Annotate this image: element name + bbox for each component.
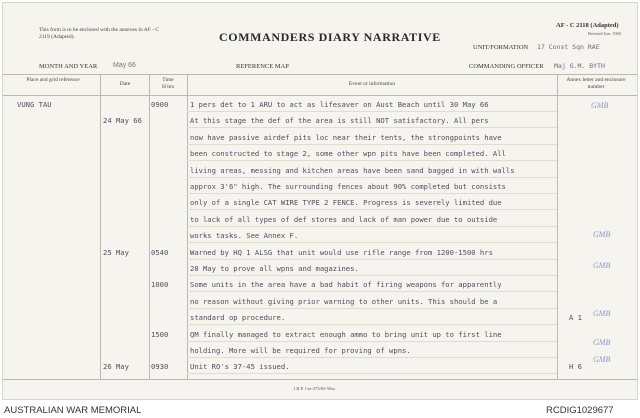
initials-signature: GMB <box>593 309 611 318</box>
row-rule <box>187 209 557 210</box>
entry-text: 1 pers det to 1 ARU to act as lifesaver on Aust Beach until 30 May 66 <box>190 100 489 109</box>
entry-place: VUNG TAU <box>17 100 52 109</box>
row-rule <box>187 357 557 358</box>
row-rule <box>187 373 557 374</box>
row-rule <box>187 193 557 194</box>
row-rule <box>187 177 557 178</box>
column-header-time: Time H hrs <box>161 77 175 90</box>
initials-signature: GMB <box>593 230 611 239</box>
entry-text: to lack of all types of def stores and lack of man power due to outside <box>190 214 498 224</box>
initials-signature: GMB <box>593 261 611 270</box>
entry-text: living areas, messing and kitchen areas have been sand bagged in with walls <box>190 165 515 175</box>
form-number: AF - C 2118 (Adapted) <box>556 22 619 29</box>
entry-time: 0900 <box>151 100 169 109</box>
column-divider <box>149 74 150 379</box>
column-divider <box>557 74 558 379</box>
row-rule <box>187 275 557 276</box>
row-rule <box>187 259 557 260</box>
entry-text: holding. More will be required for proving of wpns. <box>190 346 411 355</box>
column-header-place: Place and grid reference <box>26 77 80 83</box>
month-year-value: May 66 <box>113 62 136 69</box>
entry-text: approx 3'6" high. The surrounding fences about 90% completed but consists <box>190 182 506 191</box>
entry-text: 28 May to prove all wpns and magazines. <box>190 264 359 273</box>
form-note: This form is to be enclosed with the annexes in AF - C 2119 (Adapted). <box>39 27 160 40</box>
entry-annex: H 6 <box>569 362 582 372</box>
column-header-date: Date <box>119 81 131 87</box>
column-divider <box>100 74 101 379</box>
table-bottom-rule <box>3 379 637 380</box>
print-footer: 1 R.P. Cor-275/65-50m <box>293 386 335 391</box>
row-rule <box>187 291 557 292</box>
entry-date: 26 May <box>103 362 129 372</box>
entry-text: standard op procedure. <box>190 313 286 323</box>
entry-annex: A 1 <box>569 313 582 323</box>
entry-text: been constructed to stage 2, some other wpn pits have been completed. All <box>190 149 506 159</box>
row-rule <box>187 226 557 227</box>
entry-time: 0930 <box>151 362 169 372</box>
entry-text: only of a single CAT WIRE TYPE 2 FENCE. Progress is severely limited due <box>190 198 502 208</box>
row-rule <box>187 160 557 161</box>
row-rule <box>187 341 557 342</box>
entry-time: 1000 <box>151 280 169 290</box>
entry-time: 1500 <box>151 329 169 339</box>
entry-date: 25 May <box>103 247 129 257</box>
month-year-label: MONTH AND YEAR <box>39 63 98 70</box>
unit-label: UNIT/FORMATION <box>473 44 529 51</box>
entry-text: QM finally managed to extract enough ammo to bring unit up to first line <box>190 329 502 339</box>
entry-text: At this stage the def of the area is still NOT satisfactory. All pers <box>190 116 489 126</box>
commanding-officer-value: Maj G.M. BYTH <box>554 62 605 70</box>
row-rule <box>187 111 557 112</box>
column-header-annex: Annex letter and enclosure number <box>566 77 626 90</box>
initials-signature: GMB <box>593 355 611 364</box>
entry-time: 0540 <box>151 247 169 257</box>
entry-text: Some units in the area have a bad habit of firing weapons for apparently <box>190 280 502 290</box>
page-title: COMMANDERS DIARY NARRATIVE <box>219 30 441 44</box>
column-header-event: Event or information <box>348 81 396 87</box>
commanding-officer-label: COMMANDING OFFICER <box>469 63 544 70</box>
unit-value: 17 Const Sqn RAE <box>537 43 600 51</box>
archive-credit: AUSTRALIAN WAR MEMORIAL <box>4 405 142 416</box>
entry-date: 24 May 66 <box>103 116 142 126</box>
entry-text: no reason without giving prior warning to other units. This should be a <box>190 296 498 306</box>
header-bottom-rule <box>3 95 637 96</box>
revision-date: Revised Jun. 1965 <box>588 31 622 36</box>
entry-text: Unit RO's 37-45 issued. <box>190 362 290 372</box>
row-rule <box>187 127 557 128</box>
initials-signature: GMB <box>591 101 609 110</box>
entry-text: works tasks. See Annex F. <box>190 231 299 241</box>
row-rule <box>187 324 557 325</box>
reference-map-label: REFERENCE MAP <box>236 63 289 70</box>
entry-text: Warned by HQ 1 ALSG that unit would use rifle range from 1200-1500 hrs <box>190 247 493 257</box>
diary-sheet <box>2 2 638 400</box>
record-id: RCDIG1029677 <box>546 405 614 416</box>
entry-text: now have passive airdef pits loc near their tents, the strongpoints have <box>190 132 502 142</box>
table-top-rule <box>3 74 637 75</box>
row-rule <box>187 242 557 243</box>
initials-signature: GMB <box>593 338 611 347</box>
row-rule <box>187 308 557 309</box>
row-rule <box>187 144 557 145</box>
